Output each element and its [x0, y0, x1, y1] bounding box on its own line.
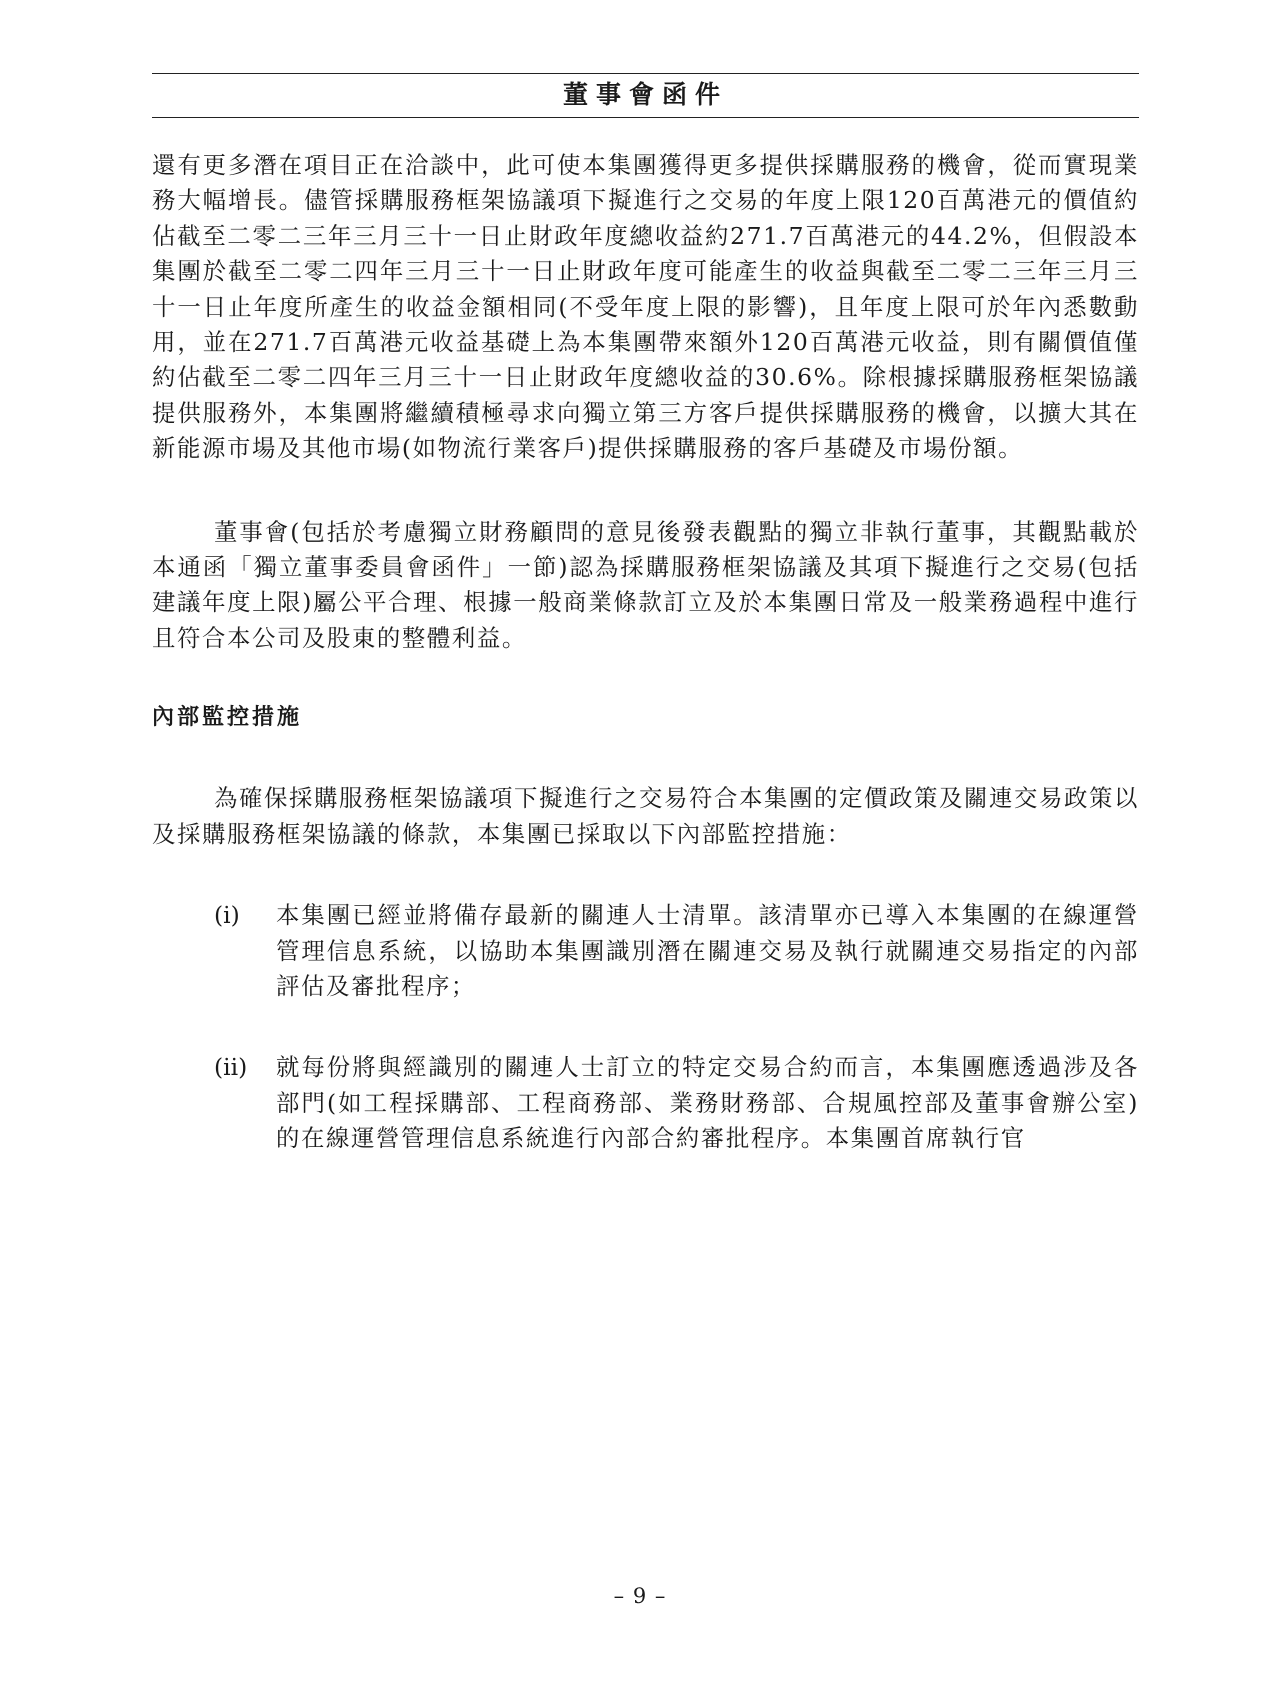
page-number: – 9 – [613, 1584, 667, 1608]
list-item-number: (i) [214, 901, 240, 930]
list-item-text: 就每份將與經識別的關連人士訂立的特定交易合約而言，本集團應透過涉及各部門(如工程採購部、工程商務部、業務財務部、合規風控部及董事會辦公室)的在線運營管理信息系統進行內部合約審批程序。本集團首席執行官 [276, 1053, 1139, 1153]
paragraph-internal-control-intro: 為確保採購服務框架協議項下擬進行之交易符合本集團的定價政策及關連交易政策以及採購服務框架協議的條款，本集團已採取以下內部監控措施： [152, 784, 1139, 848]
paragraph-board-opinion: 董事會(包括於考慮獨立財務顧問的意見後發表觀點的獨立非執行董事，其觀點載於本通函「獨立董事委員會函件」一節)認為採購服務框架協議及其項下擬進行之交易(包括建議年度上限)屬公平合理、根據一般商業條款訂立及於本集團日常及一般業務過程中進行且符合本公司及股東的整體利益。 [152, 517, 1139, 652]
header-title: 董事會函件 [562, 80, 728, 109]
list-item [152, 898, 1139, 1004]
list-item [152, 1050, 1139, 1156]
list-item-text: 本集團已經並將備存最新的關連人士清單。該清單亦已導入本集團的在線運營管理信息系統，以協助本集團識別潛在關連交易及執行就關連交易指定的內部評估及審批程序； [276, 901, 1139, 1000]
paragraph-growth-outlook: 還有更多潛在項目正在洽談中，此可使本集團獲得更多提供採購服務的機會，從而實現業務大幅增長。儘管採購服務框架協議項下擬進行之交易的年度上限120百萬港元的價值約佔截至二零二三年三月三十一日止財政年度總收益約271.7百萬港元的44.2%，但假設本集團於截至二零二四年三月三十一日止財政年度可能產生的收益與截至二零二三年三月三十一日止年度所產生的收益金額相同(不受年度上限的影響)，且年度上限可於年內悉數動用，並在271.7百萬港元收益基礎上為本集團帶來額外120百萬港元收益，則有關價值僅約佔截至二零二四年三月三十一日止財政年度總收益的30.6%。除根據採購服務框架協議提供服務外，本集團將繼續積極尋求向獨立第三方客戶提供採購服務的機會，以擴大其在新能源市場及其他市場(如物流行業客戶)提供採購服務的客戶基礎及市場份額。 [152, 151, 1139, 463]
list-item-number: (ii) [214, 1053, 248, 1082]
document-body [152, 148, 1139, 1157]
page-header [152, 73, 1139, 118]
section-heading-internal-control: 內部監控措施 [152, 705, 303, 731]
header-bottom-rule [152, 117, 1139, 118]
